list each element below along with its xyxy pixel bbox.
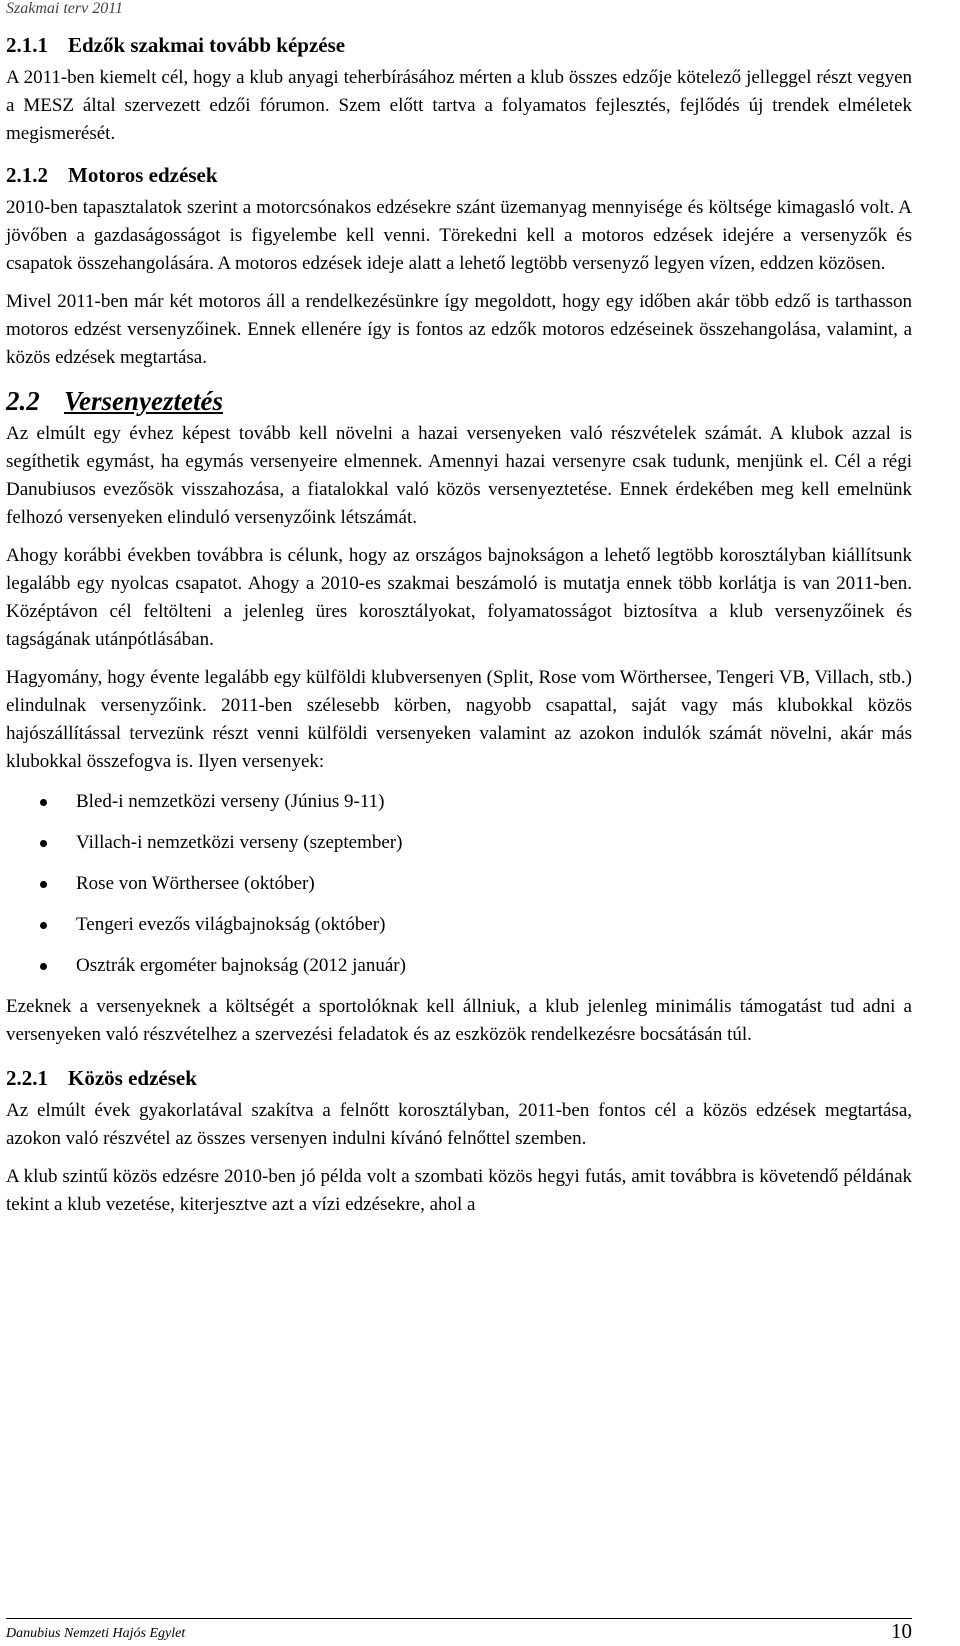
section-number: 2.2.1	[6, 1066, 48, 1090]
page-footer	[6, 1618, 912, 1646]
paragraph: 2010-ben tapasztalatok szerint a motorcsónakos edzésekre szánt üzemanyag mennyisége és költsége kimagasló volt. A jövőben a gazdaságosságot is figyelembe kell venni. Törekedni kell a motoros edzések idejére a versenyzők és csapatok összehangolására. A motoros edzések ideje alatt a lehető legtöbb versenyző legyen vízen, eddzen közösen.	[6, 197, 912, 274]
paragraph: Az elmúlt évek gyakorlatával szakítva a felnőtt korosztályban, 2011-ben fontos cél a közös edzések megtartása, azokon való részvétel az összes versenyen indulni kívánó felnőttel szemben.	[6, 1100, 912, 1149]
paragraph: A 2011-ben kiemelt cél, hogy a klub anyagi teherbírásához mérten a klub összes edzője kötelező jelleggel részt vegyen a MESZ által szervezett edzői fórumon. Szem előtt tartva a folyamatos fejlesztés, fejlődés új trendek elméletek megismerését.	[6, 67, 912, 144]
bullet-icon	[40, 840, 47, 847]
section-title: Edzők szakmai tovább képzése	[68, 33, 346, 57]
paragraph: Ezeknek a versenyeknek a költségét a sportolóknak kell állniuk, a klub jelenleg minimális támogatást tud adni a versenyeken való részvételhez a szervezési feladatok és az eszközök rendelkezésre bocsátásán túl.	[6, 996, 912, 1045]
bullet-icon	[40, 799, 47, 806]
list-item: Tengeri evezős világbajnokság (október)	[6, 911, 912, 939]
list-item: Bled-i nemzetközi verseny (Június 9-11)	[6, 788, 912, 816]
bullet-icon	[40, 881, 47, 888]
heading-2-2	[6, 384, 912, 418]
running-header: Szakmai terv 2011	[6, 0, 124, 17]
heading-2-1-1	[6, 30, 912, 60]
paragraph: Az elmúlt egy évhez képest tovább kell növelni a hazai versenyeken való részvételek számát. A klubok azzal is segíthetik egymást, ha egymás versenyeire elmennek. Amennyi hazai versenyre csak tudunk, menjünk el. Cél a régi Danubiusos evezősök visszahozása, a fiatalokkal való közös versenyeztetése. Ennek érdekében meg kell emelnünk felhozó versenyeken elinduló versenyzőink létszámát.	[6, 423, 912, 528]
footer-divider	[6, 1618, 912, 1619]
document-body	[6, 30, 912, 1225]
list-item: Villach-i nemzetközi verseny (szeptember)	[6, 829, 912, 857]
heading-2-2-1	[6, 1063, 912, 1093]
footer-organization: Danubius Nemzeti Hajós Egylet	[6, 1626, 186, 1641]
bullet-icon	[40, 922, 47, 929]
paragraph: A klub szintű közös edzésre 2010-ben jó példa volt a szombati közös hegyi futás, amit továbbra is követendő példának tekint a klub vezetése, kiterjesztve azt a vízi edzésekre, ahol a	[6, 1166, 912, 1215]
list-item: Osztrák ergométer bajnokság (2012 január)	[6, 952, 912, 980]
heading-2-1-2	[6, 160, 912, 190]
section-title: Motoros edzések	[68, 163, 218, 187]
bullet-icon	[40, 963, 47, 970]
section-title: Versenyeztetés	[64, 386, 223, 416]
list-item: Rose von Wörthersee (október)	[6, 870, 912, 898]
section-number: 2.1.1	[6, 33, 48, 57]
section-number: 2.1.2	[6, 163, 48, 187]
paragraph: Ahogy korábbi években továbbra is célunk, hogy az országos bajnokságon a lehető legtöbb korosztályban kiállítsunk legalább egy nyolcas csapatot. Ahogy a 2010-es szakmai beszámoló is mutatja ennek több korlátja is van 2011-ben. Középtávon cél feltölteni a jelenleg üres korosztályokat, folyamatosságot biztosítva a klub versenyzőinek és tagságának utánpótlásában.	[6, 545, 912, 650]
section-number: 2.2	[6, 386, 40, 416]
section-title: Közös edzések	[68, 1066, 197, 1090]
paragraph: Mivel 2011-ben már két motoros áll a rendelkezésünkre így megoldott, hogy egy időben akár több edző is tarthasson motoros edzést versenyzőinek. Ennek ellenére így is fontos az edzők motoros edzéseinek összehangolása, valamint, a közös edzések megtartása.	[6, 291, 912, 368]
race-list	[6, 788, 912, 980]
page-number: 10	[891, 1619, 912, 1643]
paragraph: Hagyomány, hogy évente legalább egy külföldi klubversenyen (Split, Rose vom Wörthersee, Tengeri VB, Villach, stb.) elindulnak versenyzőink. 2011-ben szélesebb körben, nagyobb csapattal, saját vagy más klubokkal közös hajószállítással tervezünk részt venni külföldi versenyeken valamint az azokon indulók számát növelni, akár más klubokkal összefogva is. Ilyen versenyek:	[6, 667, 912, 772]
